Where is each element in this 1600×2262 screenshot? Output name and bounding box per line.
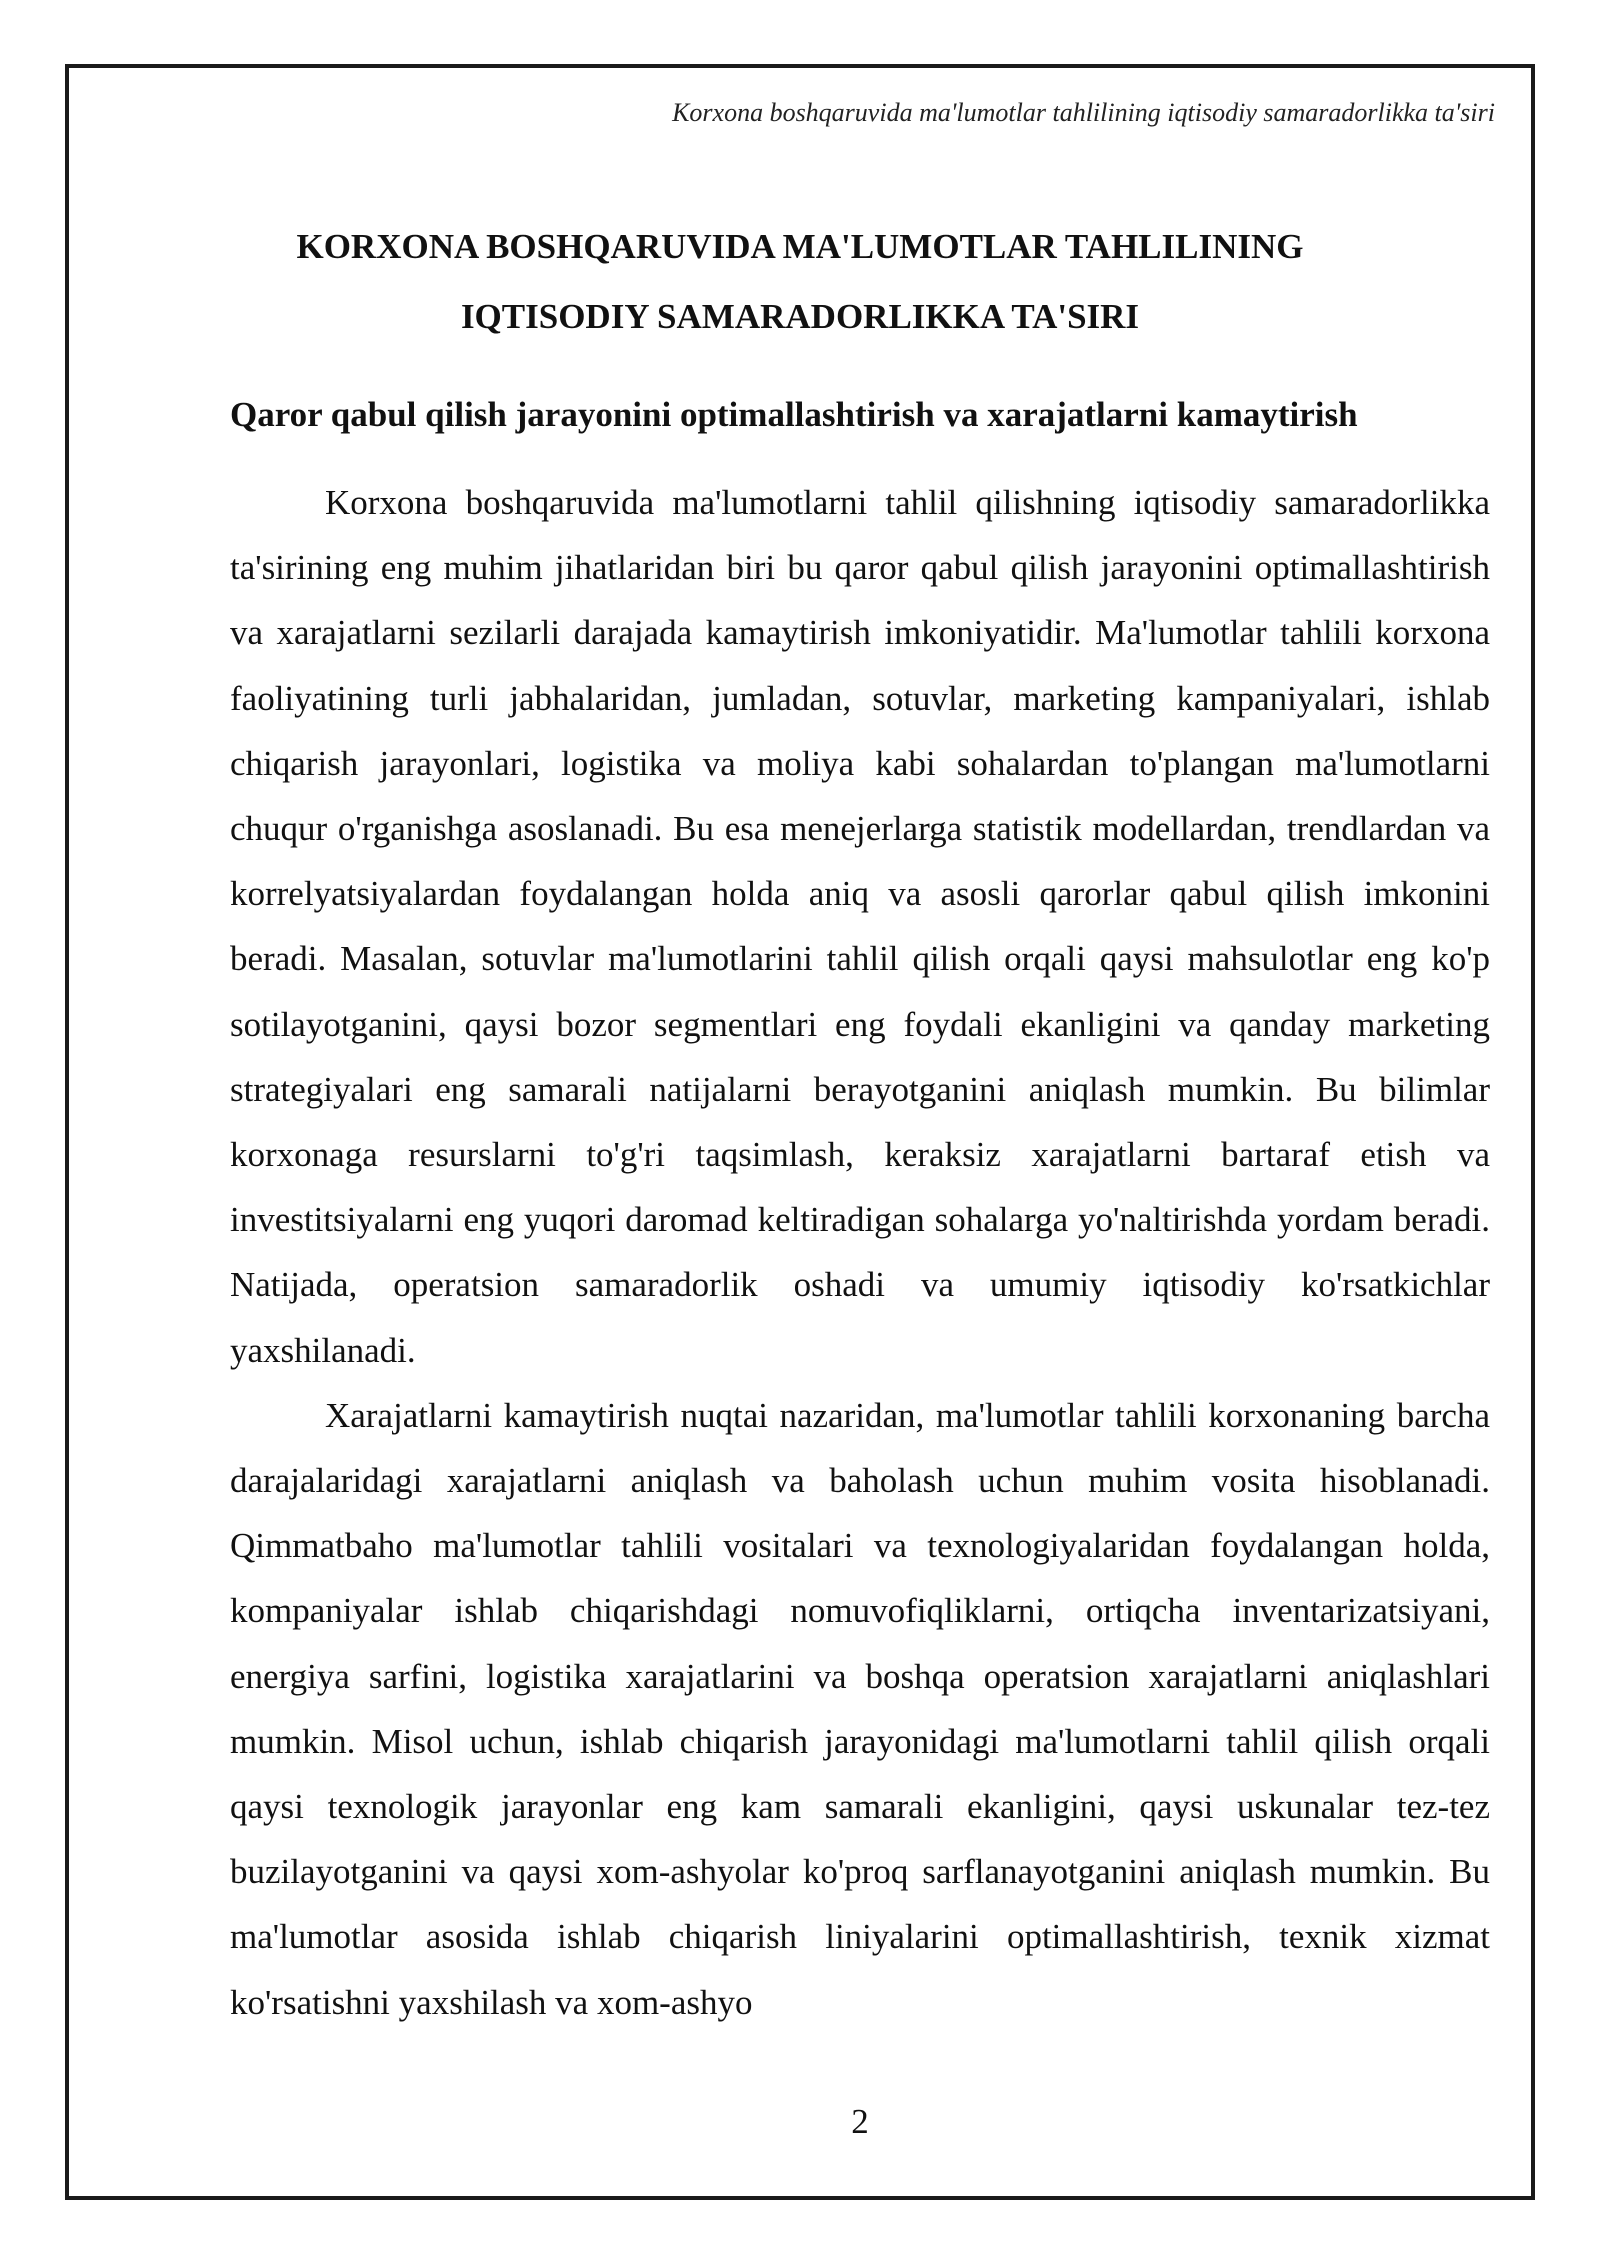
paragraph-2: Xarajatlarni kamaytirish nuqtai nazaridan, ma'lumotlar tahlili korxonaning barcha darajalaridagi xarajatlarni aniqlash va baholash uchun muhim vosita hisoblanadi. Qimmatbaho ma'lumotlar tahlili vositalari va texnologiyalaridan foydalangan holda, kompaniyalar ishlab chiqarishdagi nomuvofiqliklarni, ortiqcha inventarizatsiyani, energiya sarfini, logistika xarajatlarini va boshqa operatsion xarajatlarni aniqlashlari mumkin. Misol uchun, ishlab chiqarish jarayonidagi ma'lumotlarni tahlil qilish orqali qaysi texnologik jarayonlar eng kam samarali ekanligini, qaysi uskunalar tez-tez buzilayotganini va qaysi xom-ashyolar ko'proq sarflanayotganini aniqlash mumkin. Bu ma'lumotlar asosida ishlab chiqarish liniyalarini optimallashtirish, texnik xizmat ko'rsatishni yaxshilash va xom-ashyo [230,1395,1490,2022]
section-heading: Qaror qabul qilish jarayonini optimallashtirish va xarajatlarni kamaytirish [230,395,1358,434]
page-number: 2 [851,2102,869,2141]
document-title [230,212,1370,352]
running-header: Korxona boshqaruvida ma'lumotlar tahlilining iqtisodiy samaradorlikka ta'siri [672,98,1495,127]
document-title-line-1: KORXONA BOSHQARUVIDA MA'LUMOTLAR TAHLILINING [296,227,1304,266]
paragraph-1: Korxona boshqaruvida ma'lumotlarni tahlil qilishning iqtisodiy samaradorlikka ta'sirining eng muhim jihatlaridan biri bu qaror qabul qilish jarayonini optimallashtirish va xarajatlarni sezilarli darajada kamaytirish imkoniyatidir. Ma'lumotlar tahlili korxona faoliyatining turli jabhalaridan, jumladan, sotuvlar, marketing kampaniyalari, ishlab chiqarish jarayonlari, logistika va moliya kabi sohalardan to'plangan ma'lumotlarni chuqur o'rganishga asoslanadi. Bu esa menejerlarga statistik modellardan, trendlardan va korrelyatsiyalardan foydalangan holda aniq va asosli qarorlar qabul qilish imkonini beradi. Masalan, sotuvlar ma'lumotlarini tahlil qilish orqali qaysi mahsulotlar eng ko'p sotilayotganini, qaysi bozor segmentlari eng foydali ekanligini va qanday marketing strategiyalari eng samarali natijalarni berayotganini aniqlash mumkin. Bu bilimlar korxonaga resurslarni to'g'ri taqsimlash, keraksiz xarajatlarni bartaraf etish va investitsiyalarni eng yuqori daromad keltiradigan sohalarga yo'naltirishda yordam beradi. Natijada, operatsion samaradorlik oshadi va umumiy iqtisodiy ko'rsatkichlar yaxshilanadi. [230,483,1490,1370]
document-title-line-2: IQTISODIY SAMARADORLIKKA TA'SIRI [460,297,1140,336]
body-text [230,470,1490,2035]
